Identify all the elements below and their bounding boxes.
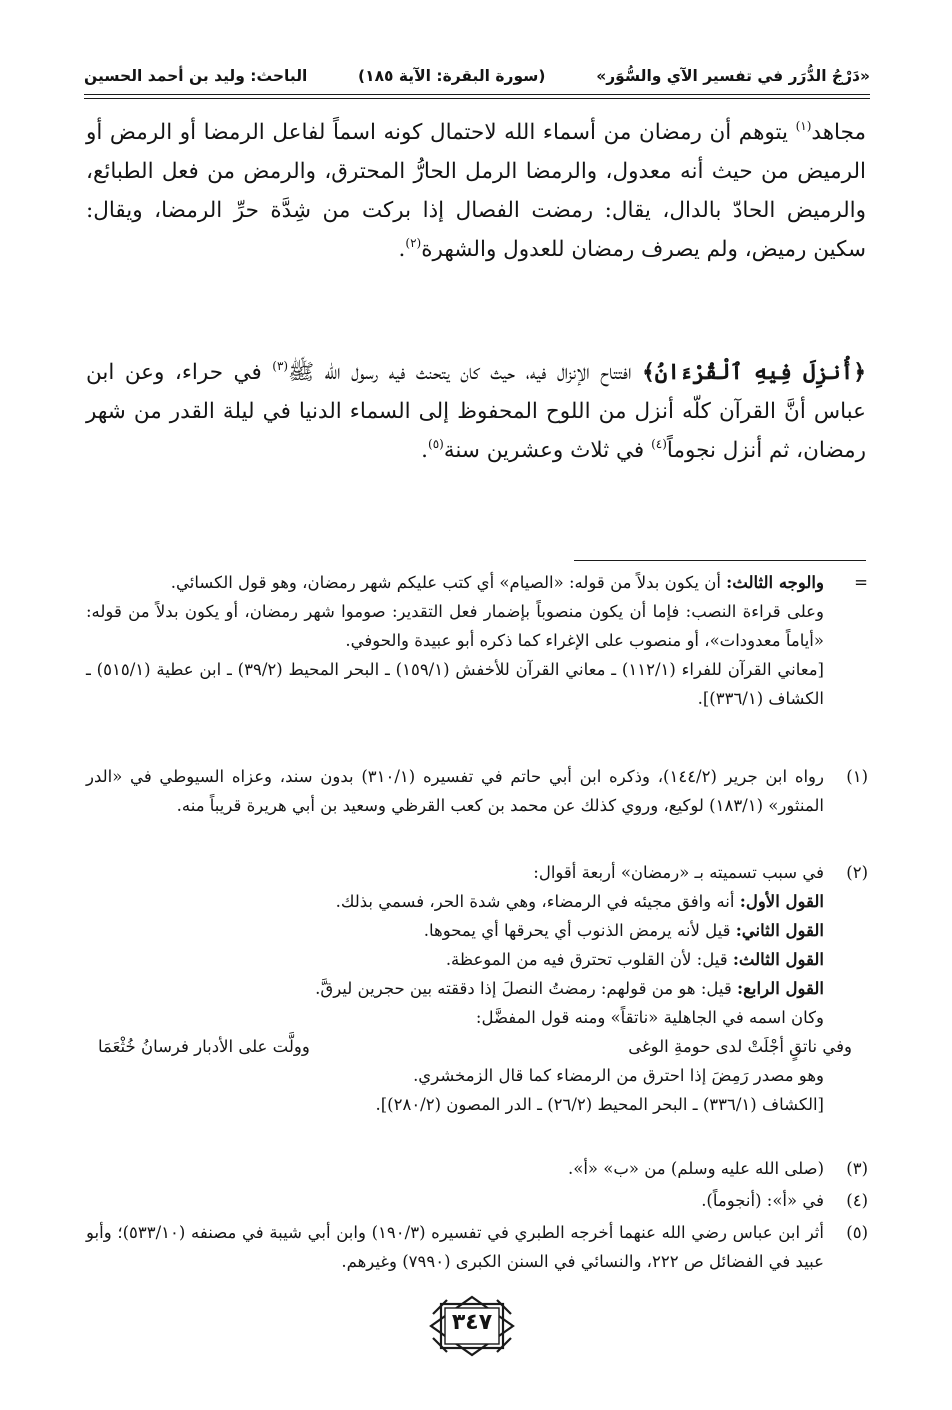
poem-second-hemistich: وولَّت على الأدبار فرسانُ خُثْعَمَا [98, 1037, 310, 1056]
header-rule [84, 94, 870, 99]
p2-text-a: افتتاح الإنزال فيه، حيث كان يتحنث فيه رسول الله ﷺ [288, 360, 643, 385]
footnote-ref-4[interactable]: (٤) [651, 437, 667, 451]
footnote-ref-2[interactable]: (٢) [405, 236, 422, 250]
footnote-5-number: (٥) [846, 1223, 868, 1242]
footnote-3-number: (٣) [846, 1159, 868, 1178]
footnote-2-number: (٢) [846, 863, 868, 882]
footnote-5-text: أثر ابن عباس رضي الله عنهما أخرجه الطبري في تفسيره (١٩٠/٣) وابن أبي شيبة في مصنفه (٥٣٣/١٠)؛ وأبو عبيد في الفضائل ص ٢٢٢، والنسائي في السنن الكبرى (٧٩٩٠) وغيرهم. [86, 1223, 824, 1271]
footnote-2 [86, 858, 868, 1119]
footnote-4 [86, 1186, 868, 1215]
p1-text-b: يتوهم أن رمضان من أسماء الله لاحتمال كونه اسماً لفاعل الرمضا أو الرمض أو الرميض من حيث أنه معدول، والرمضا الرمل الحارُّ المحترق، والرمض من فعل الطبائع، والرميض الحادّ بالدال، يقال: رمضت الفصال إذا بركت من شِدَّة حرِّ الرمضا، ويقال: سكين رميض، ولم يصرف رمضان للعدول والشهرة [86, 120, 866, 262]
poem-verse [86, 1032, 868, 1061]
footnote-4-text: في «أ»: (أنجوماً). [701, 1191, 824, 1210]
nasb-reading-text: وعلى قراءة النصب: فإما أن يكون منصوباً بإضمار فعل التقدير: صوموا شهر رمضان، أو يكون بدلاً من قوله: «أياماً معدودات»، أو منصوب على الإغراء كما ذكره أبو عبيدة والحوفي. [86, 602, 824, 650]
opinion-2-text: قيل لأنه يرمض الذنوب أي يحرقها أي يمحوها. [423, 921, 736, 940]
footnote-3 [86, 1154, 868, 1183]
footnote-5 [86, 1218, 868, 1276]
continued-references: [معاني القرآن للفراء (١١٢/١) ـ معاني القرآن للأخفش (١٥٩/١) ـ البحر المحيط (٣٩/٢) ـ ابن عطية (٥١٥/١) ـ الكشاف (٣٣٦/١)]. [86, 660, 824, 708]
opinion-3-heading: القول الثالث: [732, 950, 824, 969]
running-header [84, 58, 870, 94]
header-author: الباحث: وليد بن أحمد الحسين [84, 67, 308, 85]
paragraph-1 [86, 113, 866, 269]
third-aspect-text: أن يكون بدلاً من قوله: «الصيام» أي كتب عليكم شهر رمضان، وهو قول الكسائي. [170, 573, 727, 592]
quran-verse: ﴿أُنزِلَ فِيهِ ٱلْقُرْءَانُ﴾ [642, 360, 866, 385]
opinion-4-text: قيل: هو من قولهم: رمضتُ النصلَ إذا دققته بين حجرين ليرقَّ. [315, 979, 738, 998]
footnote-ref-3[interactable]: (٣) [272, 359, 289, 373]
p2-text-c: في ثلاث وعشرين سنة [443, 438, 652, 463]
footnote-ref-5[interactable]: (٥) [428, 437, 444, 451]
footnote-3-text: (صلى الله عليه وسلم) من «ب» «أ». [568, 1159, 824, 1178]
paragraph-2 [86, 353, 866, 470]
p2-text-b: في حراء، وعن ابن عباس أنَّ القرآن كلّه أنزل من اللوح المحفوظ إلى السماء الدنيا في ليلة القدر من شهر رمضان، ثم أنزل نجوماً [86, 360, 866, 463]
third-aspect-heading: والوجه الثالث: [726, 573, 824, 592]
p1-text-c: . [398, 237, 406, 262]
footnote-1 [86, 762, 868, 820]
opinion-1-text: أنه وافق مجيئه في الرمضاء، وهي شدة الحر، فسمي بذلك. [335, 892, 740, 911]
opinion-2-heading: القول الثاني: [735, 921, 824, 940]
opinion-4-heading: القول الرابع: [737, 979, 824, 998]
footnote-1-text: رواه ابن جرير (١٤٤/٢)، وذكره ابن أبي حاتم في تفسيره (٣١٠/١) بدون سند، وعزاه السيوطي في «الدر المنثور» (١٨٣/١) لوكيع، وروي كذلك عن محمد بن كعب القرظي وسعيد بن أبي هريرة قريباً منه. [86, 767, 824, 815]
continuation-mark: = [854, 573, 868, 592]
footnote-ref-1[interactable]: (١) [795, 119, 812, 133]
p2-text-d: . [421, 438, 428, 463]
jahiliyya-name-text: وكان اسمه في الجاهلية «ناتقاً» ومنه قول المفضَّل: [475, 1008, 824, 1027]
footnote-2-references: [الكشاف (٣٣٦/١) ـ البحر المحيط (٢٦/٢) ـ الدر المصون (٢٨٠/٢)]. [375, 1095, 824, 1114]
header-surah-verse: (سورة البقرة: الآية ١٨٥) [358, 67, 546, 85]
footnote-4-number: (٤) [846, 1191, 868, 1210]
footnote-separator [574, 560, 866, 561]
footnote-2-intro: في سبب تسميته بـ «رمضان» أربعة أقوال: [533, 863, 824, 882]
p1-text-a: مجاهد [811, 120, 866, 145]
footnote-1-number: (١) [846, 767, 868, 786]
footnote-continued [86, 568, 868, 713]
header-book-title: «دَرْجُ الدُّرَر في تفسير الآي والسُّوَر» [596, 67, 870, 85]
page-number: ٣٤٧ [451, 1310, 493, 1335]
poem-first-hemistich: وفي ناتقٍ أجْلَتْ لدى حومةِ الوغى [628, 1037, 852, 1056]
masdar-text: وهو مصدر رَمِضَ إذا احترق من الرمضاء كما قال الزمخشري. [413, 1066, 824, 1085]
opinion-1-heading: القول الأول: [739, 892, 824, 911]
opinion-3-text: قيل: لأن القلوب تحترق فيه من الموعظة. [445, 950, 733, 969]
